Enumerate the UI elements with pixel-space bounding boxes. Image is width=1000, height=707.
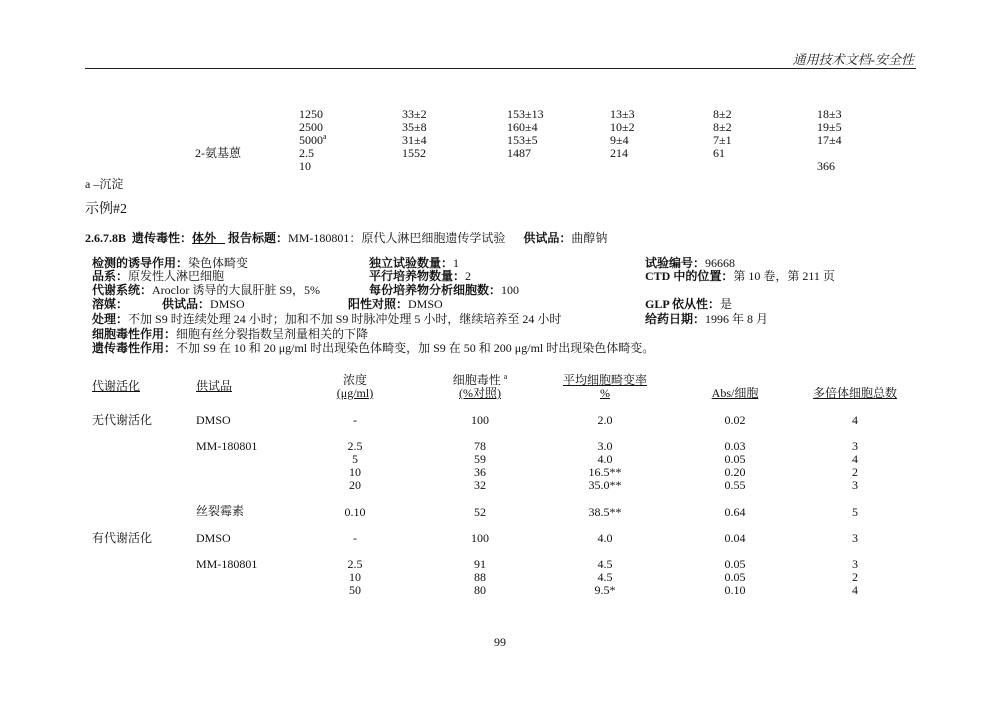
cells-analyzed-line: 每份培养物分析细胞数：100	[369, 283, 520, 297]
header-cytotoxicity: 细胞毒性 $^a$ (%对照)	[452, 372, 508, 400]
cytotox-cell: 52	[474, 505, 486, 519]
positive-control-line: 阳性对照：DMSO	[348, 297, 443, 311]
prev-cell: 18±3	[817, 107, 842, 121]
study-number-line: 试验编号：96668	[645, 256, 736, 270]
precipitate-footnote: a –沉淀	[85, 177, 124, 191]
abs-column: 0.03 0.05 0.20 0.55	[724, 439, 746, 492]
prev-col-3	[610, 108, 635, 160]
prev-cell: 31±4	[402, 133, 427, 147]
abs-cell: 0.64	[724, 505, 746, 519]
aberr-cell: 2.0	[597, 413, 613, 427]
header-concentration: 浓度 (μg/ml)	[336, 373, 374, 400]
article-cell: MM-180801	[196, 557, 258, 571]
prev-cell: 8±2	[713, 120, 732, 134]
prev-cell: 5000$^a$	[299, 132, 327, 147]
prev-col-1	[402, 108, 427, 160]
abs-column: 0.05 0.05 0.10	[724, 557, 746, 597]
metabolic-system-line: 代谢系统：Aroclor 诱导的大鼠肝脏 S9，5%	[92, 283, 321, 297]
glp-line: GLP 依从性：是	[645, 297, 733, 311]
prev-cell: 153±13	[507, 107, 544, 121]
conc-column: 2.5 5 10 20	[347, 439, 363, 492]
cytotox-column: 78 59 36 32	[474, 439, 486, 492]
polyploid-cell: 5	[852, 505, 858, 519]
section-number: 2.6.7.8B	[85, 231, 127, 245]
prev-substance-cell: 2-氨基蒽	[195, 146, 241, 160]
section-title	[85, 232, 607, 245]
dosing-date-line: 给药日期：1996 年 8 月	[645, 312, 769, 326]
abs-cell: 0.02	[724, 413, 746, 427]
prev-cell: 19±5	[817, 120, 842, 134]
group-label-without-activation: 无代谢活化	[92, 413, 153, 427]
aberr-column: 4.5 4.5 9.5*	[594, 557, 616, 597]
polyploid-cell: 4	[852, 413, 858, 427]
polyploid-cell: 3	[852, 531, 858, 545]
header-test-article: 供试品	[196, 379, 233, 393]
conc-cell: -	[353, 413, 357, 427]
test-article-value: 曲醇钠	[571, 231, 608, 245]
prev-cell: 35±8	[402, 120, 427, 134]
article-cell: MM-180801	[196, 439, 258, 453]
header-aberration-rate: 平均细胞畸变率 %	[562, 373, 647, 400]
prev-cell: 160±4	[507, 120, 538, 134]
prev-cell: 13±3	[610, 107, 635, 121]
prev-cell: 17±4	[817, 133, 842, 147]
prev-cell: 33±2	[402, 107, 427, 121]
document-header-title: 通用技术文档-安全性	[792, 52, 914, 67]
prev-col-2	[507, 108, 544, 160]
prev-col-5	[817, 108, 842, 173]
endpoint-line: 检测的诱导作用：染色体畸变	[92, 256, 249, 270]
prev-cell: 214	[610, 146, 628, 160]
prev-cell: 9±4	[610, 133, 629, 147]
prev-cell: 1552	[402, 146, 426, 160]
cytotox-column: 91 88 80	[474, 557, 486, 597]
genotoxicity-line: 遗传毒性作用：不加 S9 在 10 和 20 μg/ml 时出现染色体畸变，加 S9 在 50 和 200 μg/ml 时出现染色体畸变。	[92, 341, 655, 355]
header-rule	[85, 68, 916, 69]
prev-cell: 366	[817, 159, 835, 173]
prev-cell: 7±1	[713, 133, 732, 147]
header-metabolic-activation: 代谢活化	[92, 379, 141, 393]
conc-cell: 0.10	[344, 505, 366, 519]
prev-cell: 8±2	[713, 107, 732, 121]
independent-tests-line: 独立试验数量：1	[369, 256, 460, 270]
polyploid-column: 3 4 2 3	[852, 439, 858, 492]
article-cell: DMSO	[196, 531, 231, 545]
prev-cell: 153±5	[507, 133, 538, 147]
ctd-location-line: CTD 中的位置：第 10 卷，第 211 页	[645, 269, 835, 283]
header-polyploid-total: 多倍体细胞总数	[812, 386, 897, 400]
prev-conc-column	[299, 108, 327, 173]
article-cell: 丝裂霉素	[196, 504, 245, 518]
aberr-column: 3.0 4.0 16.5** 35.0**	[588, 439, 622, 492]
prev-cell: 10	[299, 159, 311, 173]
header-abs-per-cell: Abs/细胞	[711, 386, 759, 400]
genotox-label: 遗传毒性：	[132, 231, 193, 245]
strain-line: 品系：原发性人淋巴细胞	[92, 269, 225, 283]
group-label-with-activation: 有代谢活化	[92, 531, 153, 545]
aberr-cell: 38.5**	[588, 505, 622, 519]
report-title-label: 报告标题：	[228, 231, 289, 245]
abs-cell: 0.04	[724, 531, 746, 545]
page-number: 99	[494, 635, 506, 649]
cytotox-cell: 100	[471, 413, 489, 427]
conc-column: 2.5 10 50	[347, 557, 363, 597]
prev-cell: 2.5	[299, 146, 314, 160]
parallel-cultures-line: 平行培养物数量：2	[369, 269, 472, 283]
article-cell: DMSO	[196, 413, 231, 427]
prev-cell: 1250	[299, 107, 323, 121]
genotox-type: 体外	[192, 231, 217, 245]
prev-cell: 10±2	[610, 120, 635, 134]
cytotoxicity-line: 细胞毒性作用：细胞有丝分裂指数呈剂量相关的下降	[92, 327, 369, 341]
polyploid-column: 3 2 4	[852, 557, 858, 597]
test-article-label: 供试品：	[523, 231, 572, 245]
aberr-cell: 4.0	[597, 531, 613, 545]
prev-cell: 2500	[299, 120, 323, 134]
prev-col-4	[713, 108, 732, 160]
prev-cell: 1487	[507, 146, 531, 160]
report-title-value: MM-180801：原代人淋巴细胞遗传学试验	[288, 231, 506, 245]
conc-cell: -	[353, 531, 357, 545]
cytotox-cell: 100	[471, 531, 489, 545]
vehicle-line: 溶媒： 供试品：DMSO	[92, 297, 245, 311]
example-heading: 示例#2	[85, 202, 127, 217]
prev-cell: 61	[713, 146, 725, 160]
treatment-line: 处理：不加 S9 时连续处理 24 小时；加和不加 S9 时脉冲处理 5 小时，继续培养至 24 小时	[92, 312, 562, 326]
